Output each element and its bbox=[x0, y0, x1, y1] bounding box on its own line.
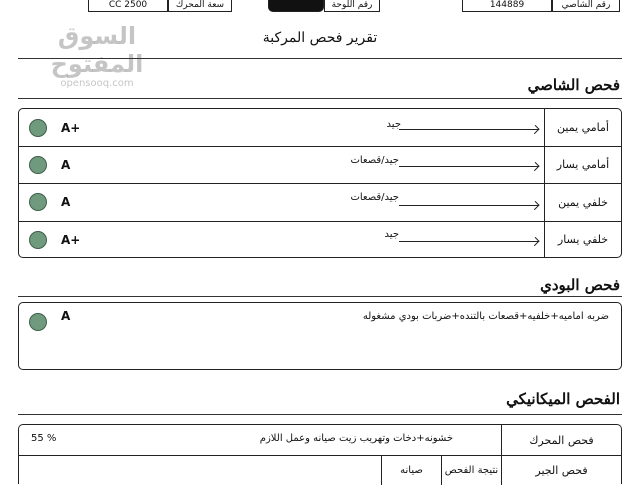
grade: A+ bbox=[61, 121, 81, 135]
chassis-row-front-left bbox=[19, 146, 621, 183]
chassis-number-label: رقم الشاصي bbox=[552, 0, 620, 12]
arrow-line bbox=[399, 205, 539, 206]
mechanical-divider bbox=[18, 414, 622, 415]
title-divider bbox=[18, 58, 622, 59]
chassis-row-label: أمامي يمين bbox=[544, 109, 621, 146]
chassis-note: جيد/قصعات bbox=[350, 192, 399, 203]
gear-label: فحص الجير bbox=[501, 455, 621, 485]
chassis-row-rear-right bbox=[19, 183, 621, 221]
chassis-row-label: خلفي يمين bbox=[544, 183, 621, 221]
arrow-head bbox=[530, 201, 539, 210]
chassis-divider bbox=[18, 98, 622, 99]
body-note: ضربه اماميه+خلفيه+قصعات بالتنده+ضربات بودي مشغوله bbox=[362, 311, 609, 322]
body-grade: A bbox=[61, 309, 71, 323]
chassis-note: جيد bbox=[384, 229, 399, 240]
redacted-plate-number bbox=[268, 0, 324, 12]
arrow-line bbox=[399, 166, 539, 167]
arrow-line bbox=[399, 241, 539, 242]
body-inspection-box bbox=[18, 302, 622, 370]
body-divider bbox=[18, 296, 622, 297]
arrow-head bbox=[530, 162, 539, 171]
engine-label: فحص المحرك bbox=[501, 425, 621, 455]
watermark-latin: opensooq.com bbox=[60, 78, 134, 89]
chassis-number-value: 144889 bbox=[462, 0, 552, 12]
engine-capacity-value: CC 2500 bbox=[88, 0, 168, 12]
grade-dot bbox=[29, 156, 47, 174]
engine-note: خشونه+دخات وتهريب زيت صيانه وعمل اللازم bbox=[259, 433, 453, 444]
engine-capacity-label: سعة المحرك bbox=[168, 0, 232, 12]
gear-result-label: نتيجة الفحص bbox=[441, 455, 501, 485]
grade: A bbox=[61, 158, 71, 172]
vehicle-info-strip bbox=[0, 0, 640, 14]
mechanical-section-title: الفحص الميكانيكي bbox=[506, 390, 620, 408]
grade: A bbox=[61, 195, 71, 209]
grade-dot bbox=[29, 313, 47, 331]
plate-number-label: رقم اللوحة bbox=[324, 0, 380, 12]
engine-percent: 55 % bbox=[31, 433, 57, 444]
chassis-row-label: أمامي يسار bbox=[544, 146, 621, 183]
gear-row bbox=[19, 455, 621, 485]
grade: A+ bbox=[61, 233, 81, 247]
chassis-row-rear-left bbox=[19, 221, 621, 257]
body-section-title: فحص البودي bbox=[540, 276, 620, 294]
chassis-table bbox=[18, 108, 622, 258]
grade-dot bbox=[29, 119, 47, 137]
gear-result-value: صيانه bbox=[381, 455, 441, 485]
grade-dot bbox=[29, 193, 47, 211]
watermark-arabic: السوق المفتوح bbox=[50, 22, 144, 78]
grade-dot bbox=[29, 231, 47, 249]
mechanical-table bbox=[18, 424, 622, 484]
chassis-section-title: فحص الشاصي bbox=[527, 76, 620, 94]
chassis-note: جيد bbox=[386, 119, 401, 130]
arrow-line bbox=[399, 129, 539, 130]
chassis-row-label: خلفي يسار bbox=[544, 221, 621, 257]
engine-row bbox=[19, 425, 621, 455]
arrow-head bbox=[530, 237, 539, 246]
arrow-head bbox=[530, 125, 539, 134]
chassis-note: جيد/قصعات bbox=[350, 155, 399, 166]
chassis-row-front-right bbox=[19, 109, 621, 146]
report-title: تقرير فحص المركبة bbox=[262, 30, 378, 46]
